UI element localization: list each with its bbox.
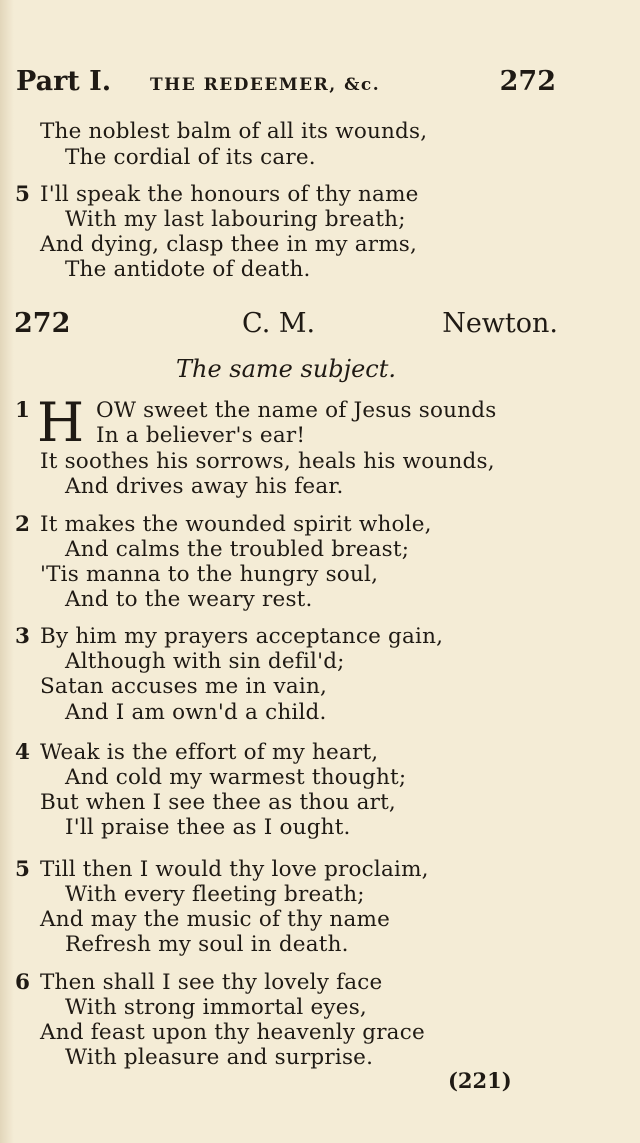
verse-line: And to the weary rest. <box>65 587 313 612</box>
verse-number: 3 <box>15 624 30 649</box>
verse-line: And I am own'd a child. <box>65 700 327 725</box>
verse-line: Refresh my soul in death. <box>65 932 349 957</box>
verse-number: 4 <box>15 740 30 765</box>
verse-number: 2 <box>15 512 30 537</box>
continuation-line: The cordial of its care. <box>65 145 316 170</box>
verse-number: 1 <box>15 398 30 423</box>
hymn-author: Newton. <box>442 308 558 339</box>
verse-line: With strong immortal eyes, <box>65 995 367 1020</box>
verse-line: With pleasure and surprise. <box>65 1045 374 1070</box>
running-header <box>16 66 560 106</box>
header-hymn-number: 272 <box>499 66 556 97</box>
verse-line: And drives away his fear. <box>65 474 344 499</box>
verse-line: The antidote of death. <box>65 257 311 282</box>
drop-cap: H <box>37 391 85 454</box>
page-gutter <box>0 0 14 1143</box>
header-part: Part I. <box>16 66 112 97</box>
verse-line: And feast upon thy heavenly grace <box>40 1020 425 1045</box>
verse-line: I'll praise thee as I ought. <box>65 815 351 840</box>
header-title: THE REDEEMER, &c. <box>150 75 381 95</box>
verse-line: By him my prayers acceptance gain, <box>40 624 444 649</box>
verse-number: 6 <box>15 970 30 995</box>
verse-line: 'Tis manna to the hungry soul, <box>40 562 379 587</box>
verse-line: And may the music of thy name <box>40 907 390 932</box>
verse-line: Although with sin defil'd; <box>65 649 345 674</box>
verse-line: With every fleeting breath; <box>65 882 365 907</box>
verse-line: Then shall I see thy lovely face <box>40 970 383 995</box>
hymn-number: 272 <box>14 308 71 339</box>
verse-line: Till then I would thy love proclaim, <box>40 857 429 882</box>
verse-number: 5 <box>15 857 30 882</box>
verse-line: With my last labouring breath; <box>65 207 406 232</box>
verse-line: Weak is the effort of my heart, <box>40 740 379 765</box>
verse-line: And cold my warmest thought; <box>65 765 407 790</box>
verse-line: In a believer's ear! <box>96 423 306 448</box>
hymn-subject: The same subject. <box>175 355 396 383</box>
verse-line: But when I see thee as thou art, <box>40 790 396 815</box>
hymn-meter: C. M. <box>242 308 316 339</box>
page-number: (221) <box>448 1068 512 1093</box>
verse-line: It makes the wounded spirit whole, <box>40 512 432 537</box>
verse-line: I'll speak the honours of thy name <box>40 182 419 207</box>
verse-line: And dying, clasp thee in my arms, <box>40 232 418 257</box>
verse-line: Satan accuses me in vain, <box>40 674 328 699</box>
verse-number: 5 <box>15 182 30 207</box>
verse-line: OW sweet the name of Jesus sounds <box>96 398 497 423</box>
continuation-line: The noblest balm of all its wounds, <box>40 119 428 144</box>
verse-line: It soothes his sorrows, heals his wounds, <box>40 449 495 474</box>
hymn-heading <box>14 308 558 348</box>
verse-line: And calms the troubled breast; <box>65 537 410 562</box>
